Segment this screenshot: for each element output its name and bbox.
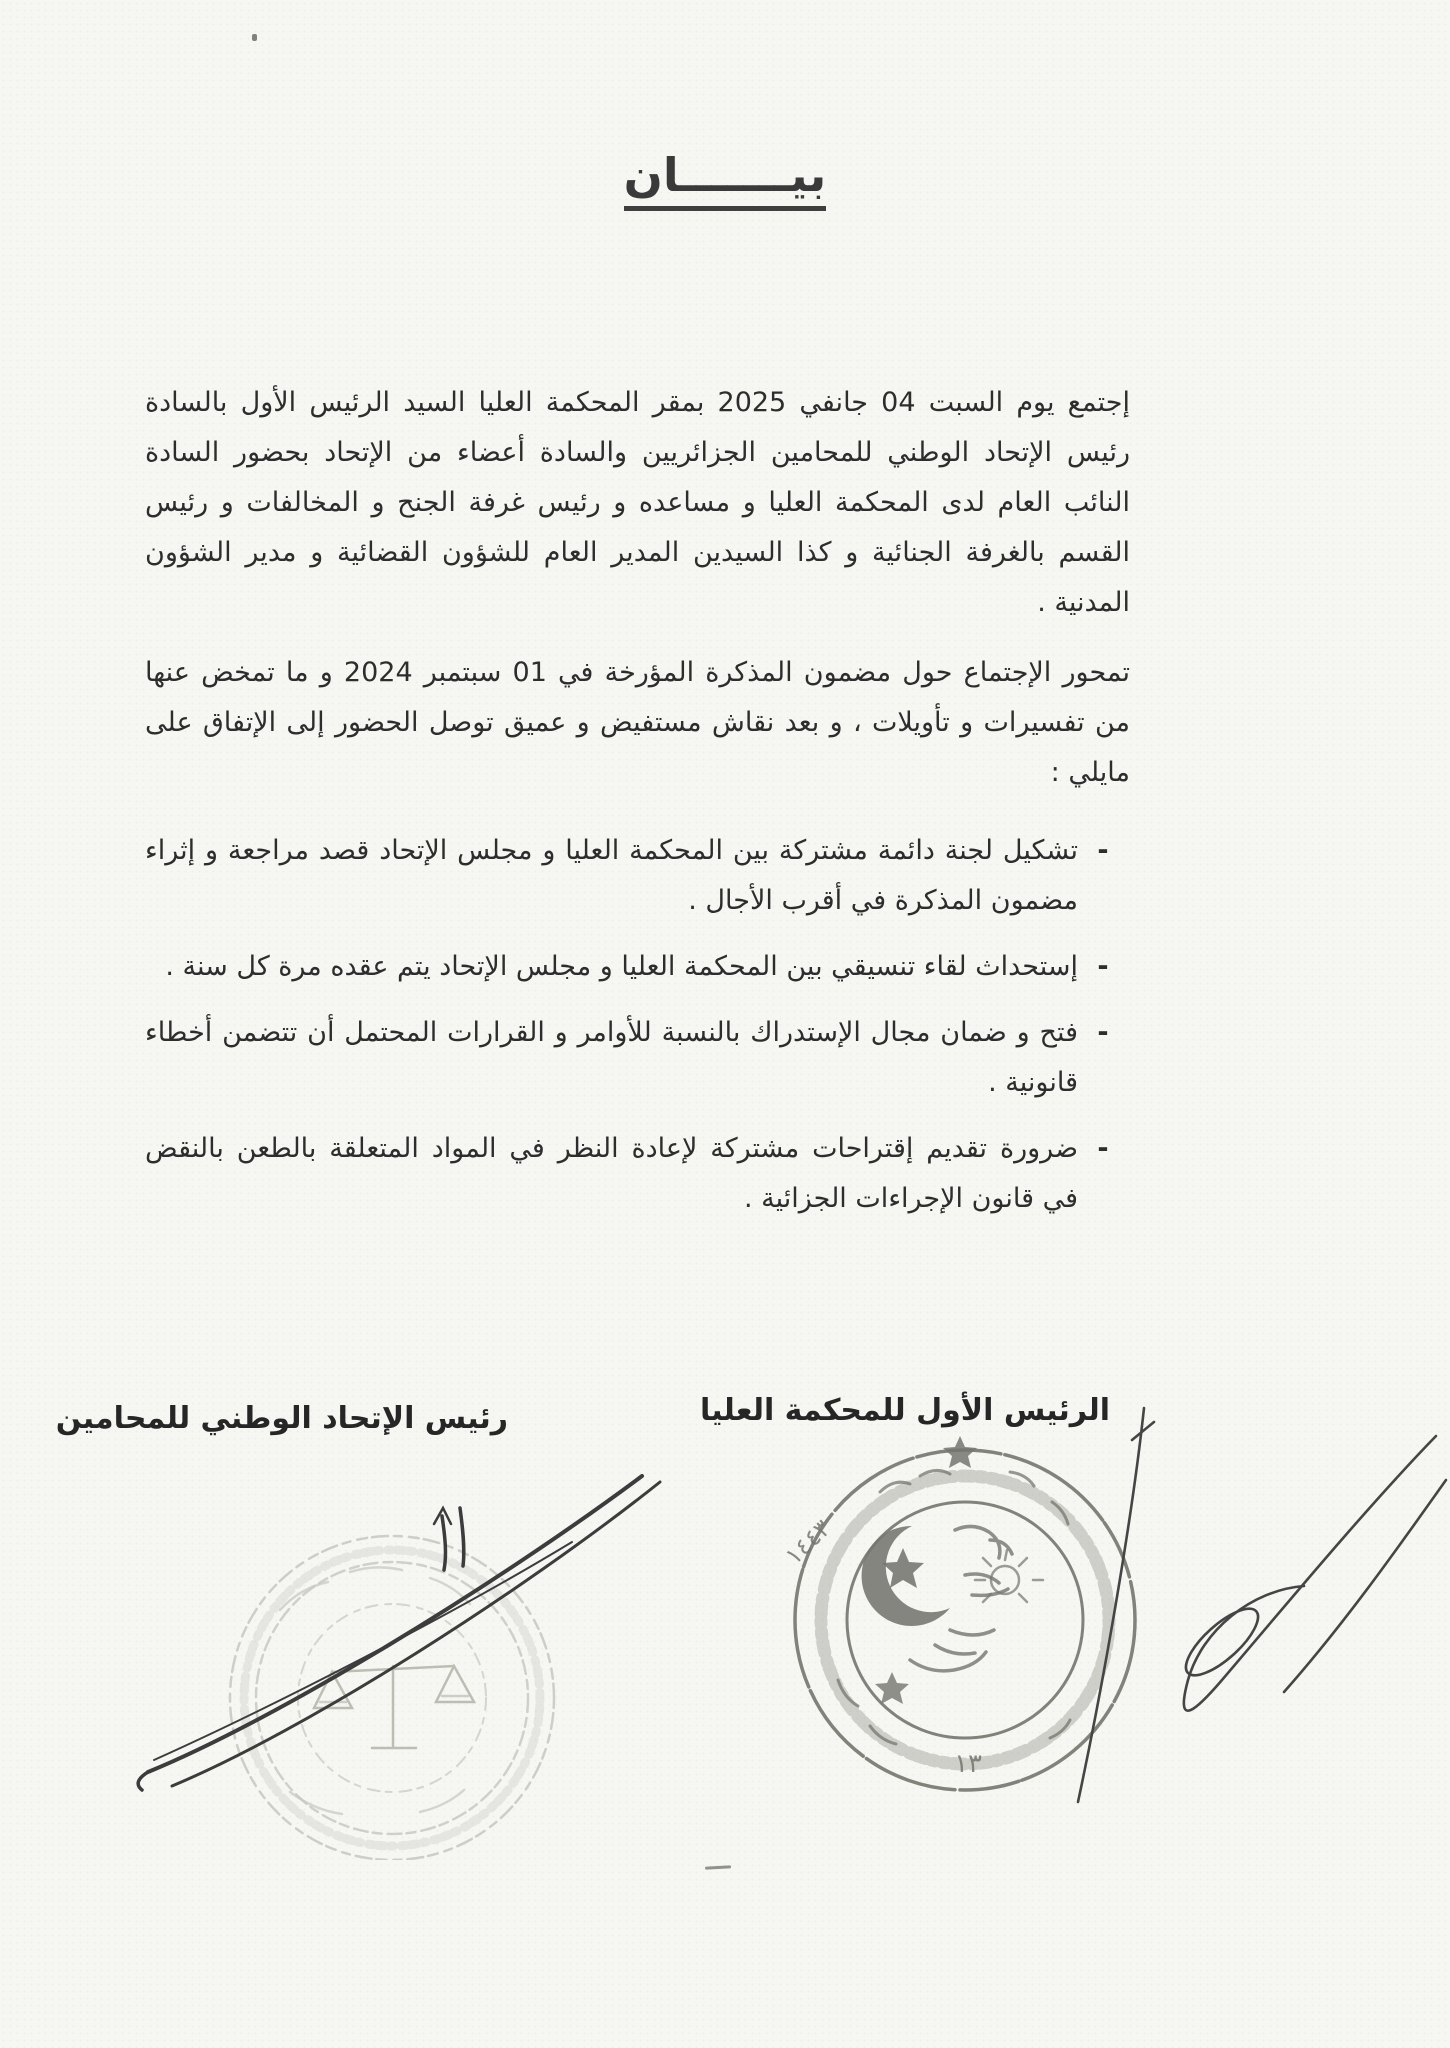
handwritten-signature-icon	[1078, 1408, 1446, 1802]
handwritten-signature-icon	[138, 1476, 660, 1790]
list-item-text: إستحداث لقاء تنسيقي بين المحكمة العليا و مجلس الإتحاد يتم عقده مرة كل سنة .	[165, 951, 1078, 982]
scan-speck	[252, 34, 257, 41]
title-block	[0, 148, 1450, 211]
stamp-hijri-digits: ١٤٤٣	[779, 1514, 837, 1571]
list-item	[145, 942, 1112, 992]
list-item-text: فتح و ضمان مجال الإستدراك بالنسبة للأوامر و القرارات المحتمل أن تتضمن أخطاء قانونية .	[145, 1017, 1078, 1098]
crescent-star-seal-icon	[700, 1380, 1450, 1850]
agreement-list	[145, 826, 1112, 1240]
scales-seal-icon	[120, 1420, 680, 1860]
statement-title: بيـــــــان	[624, 148, 827, 211]
paragraph-meeting-intro: إجتمع يوم السبت 04 جانفي 2025 بمقر المحكمة العليا السيد الرئيس الأول بالسادة رئيس الإتحاد الوطني للمحامين الجزائريين والسادة أعضاء من الإتحاد بحضور السادة النائب العام لدى المحكمة العليا و مساعده و رئيس غرفة الجنح و المخالفات و رئيس القسم بالغرفة الجنائية و كذا السيدين المدير العام للشؤون القضائية و مدير الشؤون المدنية .	[145, 387, 1130, 618]
signature-right-label: الرئيس الأول للمحكمة العليا	[700, 1393, 1110, 1428]
paragraph-meeting-subject: تمحور الإجتماع حول مضمون المذكرة المؤرخة في 01 سبتمبر 2024 و ما تمخض عنها من تفسيرات و تأويلات ، و بعد نقاش مستفيض و عميق توصل الحضور إلى الإتفاق على مايلي :	[145, 657, 1130, 788]
dash-bullet-icon: -	[1097, 951, 1109, 982]
list-item-text: ضرورة تقديم إقتراحات مشتركة لإعادة النظر في المواد المتعلقة بالطعن بالنقض في قانون الإجراءات الجزائية .	[145, 1133, 1078, 1214]
dash-bullet-icon: -	[1097, 1133, 1109, 1164]
list-item	[145, 1124, 1112, 1224]
list-item	[145, 1008, 1112, 1108]
list-item-text: تشكيل لجنة دائمة مشتركة بين المحكمة العليا و مجلس الإتحاد قصد مراجعة و إثراء مضمون المذكرة في أقرب الأجال .	[145, 835, 1078, 916]
scales-of-justice-icon	[314, 1666, 474, 1748]
stamp-digits: ١٣	[954, 1749, 982, 1779]
signature-left-label: رئيس الإتحاد الوطني للمحامين	[55, 1401, 508, 1436]
dash-bullet-icon: -	[1097, 835, 1109, 866]
list-item	[145, 826, 1112, 926]
scan-speck	[705, 1865, 731, 1869]
dash-bullet-icon: -	[1097, 1017, 1109, 1048]
